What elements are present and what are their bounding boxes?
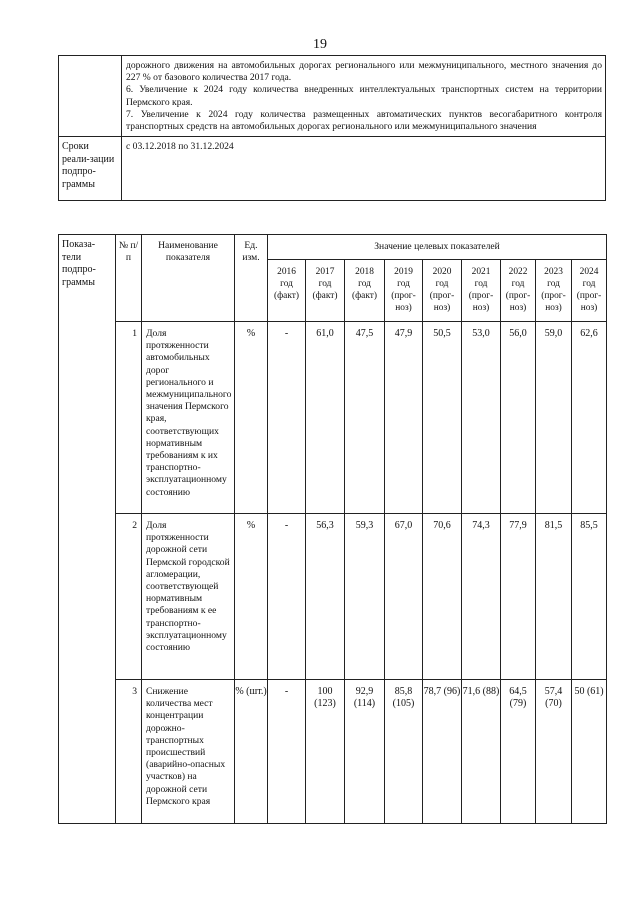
value-2016: - — [268, 680, 306, 824]
table-row — [59, 514, 607, 680]
indicators-section-label: Показа-тели подпро-граммы — [59, 235, 116, 824]
period-label: Сроки реали-зации подпро-граммы — [59, 137, 122, 201]
target-line-6: 6. Увеличение к 2024 году количества внедренных интеллектуальных транспортных систем на территории Пермского края. — [126, 84, 602, 108]
table-row — [59, 680, 607, 824]
value-2021: 71,6 (88) — [462, 680, 501, 824]
indicators-table — [58, 234, 607, 824]
value-2024: 50 (61) — [572, 680, 607, 824]
row-number: 2 — [116, 514, 142, 680]
row-number: 3 — [116, 680, 142, 824]
value-2022: 64,5 (79) — [501, 680, 536, 824]
year-2024-header: 2024 год (прог-ноз) — [572, 260, 607, 322]
indicator-name: Доля протяженности автомобильных дорог регионального и межмуниципального значения Пермского края, соответствующих нормативным требованиям к их транспортно-эксплуатационному состоянию — [142, 322, 235, 514]
value-2018: 59,3 — [345, 514, 385, 680]
value-2020: 50,5 — [423, 322, 462, 514]
year-2017-header: 2017 год (факт) — [306, 260, 345, 322]
value-2017: 61,0 — [306, 322, 345, 514]
indicator-unit: % — [235, 514, 268, 680]
year-2021-header: 2021 год (прог-ноз) — [462, 260, 501, 322]
col-name-header: Наименование показателя — [142, 235, 235, 322]
value-2020: 78,7 (96) — [423, 680, 462, 824]
value-2017: 100 (123) — [306, 680, 345, 824]
year-2020-header: 2020 год (прог-ноз) — [423, 260, 462, 322]
top-table — [58, 55, 606, 201]
period-value: с 03.12.2018 по 31.12.2024 — [122, 137, 606, 201]
value-2016: - — [268, 514, 306, 680]
value-2019: 47,9 — [385, 322, 423, 514]
value-2018: 92,9 (114) — [345, 680, 385, 824]
col-number-header: № п/п — [116, 235, 142, 322]
year-2018-header: 2018 год (факт) — [345, 260, 385, 322]
value-2023: 81,5 — [536, 514, 572, 680]
value-2023: 57,4 (70) — [536, 680, 572, 824]
value-2021: 53,0 — [462, 322, 501, 514]
value-2023: 59,0 — [536, 322, 572, 514]
value-2022: 77,9 — [501, 514, 536, 680]
page-number: 19 — [313, 37, 327, 52]
value-2016: - — [268, 322, 306, 514]
indicator-name: Снижение количества мест концентрации дорожно-транспортных происшествий (аварийно-опасных участков) на дорожной сети Пермского края — [142, 680, 235, 824]
col-values-header: Значение целевых показателей — [268, 235, 607, 260]
indicator-unit: % — [235, 322, 268, 514]
indicator-unit: % (шт.) — [235, 680, 268, 824]
indicator-name: Доля протяженности дорожной сети Пермской городской агломерации, соответствующей нормативным требованиям к ее транспортно-эксплуатационному состоянию — [142, 514, 235, 680]
year-2016-header: 2016 год (факт) — [268, 260, 306, 322]
year-2023-header: 2023 год (прог-ноз) — [536, 260, 572, 322]
value-2021: 74,3 — [462, 514, 501, 680]
empty-label-cell — [59, 56, 122, 137]
value-2017: 56,3 — [306, 514, 345, 680]
value-2020: 70,6 — [423, 514, 462, 680]
value-2018: 47,5 — [345, 322, 385, 514]
table-row — [59, 322, 607, 514]
targets-cell — [122, 56, 606, 137]
value-2022: 56,0 — [501, 322, 536, 514]
target-line-5: дорожного движения на автомобильных дорогах регионального или межмуниципального, местного значения до 227 % от базового количества 2017 года. — [126, 60, 602, 84]
value-2024: 85,5 — [572, 514, 607, 680]
row-number: 1 — [116, 322, 142, 514]
value-2019: 85,8 (105) — [385, 680, 423, 824]
target-line-7: 7. Увеличение к 2024 году количества размещенных автоматических пунктов весогабаритного контроля транспортных средств на автомобильных дорогах регионального или межмуниципального значения — [126, 108, 602, 133]
value-2024: 62,6 — [572, 322, 607, 514]
year-2022-header: 2022 год (прог-ноз) — [501, 260, 536, 322]
col-unit-header: Ед. изм. — [235, 235, 268, 322]
year-2019-header: 2019 год (прог-ноз) — [385, 260, 423, 322]
value-2019: 67,0 — [385, 514, 423, 680]
